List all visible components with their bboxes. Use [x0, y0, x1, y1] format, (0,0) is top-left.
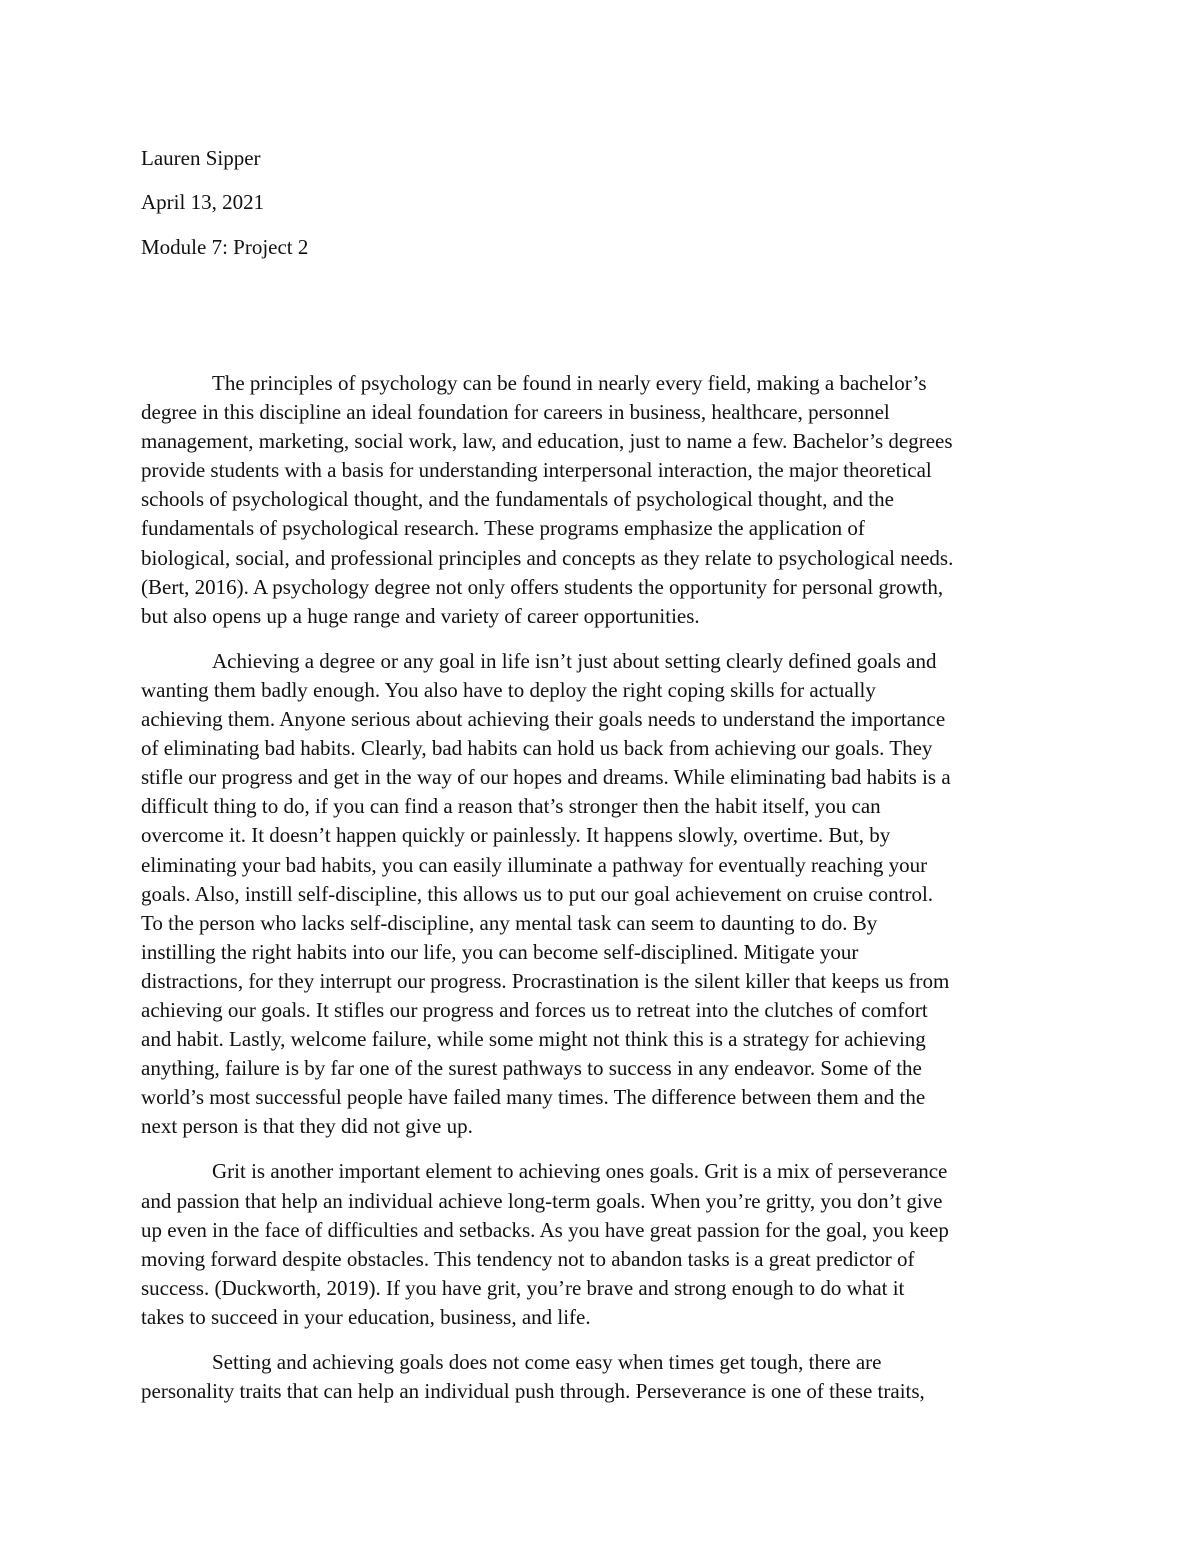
- paragraph-line: next person is that they did not give up.: [141, 1114, 473, 1139]
- author-name: Lauren Sipper: [141, 146, 261, 170]
- paragraph-line: personality traits that can help an individual push through. Perseverance is one of these traits,: [141, 1379, 925, 1404]
- paragraph: [141, 369, 1061, 631]
- paragraph-line: provide students with a basis for understanding interpersonal interaction, the major theoretical: [141, 458, 932, 483]
- paragraph-line: difficult thing to do, if you can find a reason that’s stronger then the habit itself, you can: [141, 794, 881, 819]
- paragraph-line: world’s most successful people have failed many times. The difference between them and the: [141, 1085, 926, 1110]
- paragraph-line: but also opens up a huge range and variety of career opportunities.: [141, 603, 700, 628]
- essay-body: [141, 369, 1061, 1422]
- paragraph-line: takes to succeed in your education, business, and life.: [141, 1304, 591, 1329]
- paragraph-line: management, marketing, social work, law, and education, just to name a few. Bachelor’s degrees: [141, 429, 953, 454]
- paragraph-line: To the person who lacks self-discipline, any mental task can seem to daunting to do. By: [141, 910, 878, 935]
- paragraph-line: degree in this discipline an ideal foundation for careers in business, healthcare, personnel: [141, 400, 890, 425]
- paragraph-line: fundamentals of psychological research. These programs emphasize the application of: [141, 516, 865, 541]
- assignment-title: Module 7: Project 2: [141, 235, 309, 259]
- paragraph-line: Grit is another important element to achieving ones goals. Grit is a mix of perseverance: [212, 1159, 948, 1184]
- paragraph-line: biological, social, and professional principles and concepts as they relate to psychological needs.: [141, 545, 954, 570]
- paragraph-line: (Bert, 2016). A psychology degree not only offers students the opportunity for personal growth,: [141, 574, 944, 599]
- paragraph-line: goals. Also, instill self-discipline, this allows us to put our goal achievement on cruise control.: [141, 881, 934, 906]
- paragraph-line: anything, failure is by far one of the surest pathways to success in any endeavor. Some of the: [141, 1056, 922, 1081]
- paragraph-line: Achieving a degree or any goal in life isn’t just about setting clearly defined goals and: [212, 648, 937, 673]
- paragraph-line: of eliminating bad habits. Clearly, bad habits can hold us back from achieving our goals. They: [141, 736, 933, 761]
- paragraph-line: overcome it. It doesn’t happen quickly or painlessly. It happens slowly, overtime. But, by: [141, 823, 891, 848]
- paragraph: [141, 1348, 1061, 1406]
- paragraph: [141, 1157, 1061, 1332]
- paragraph-line: and habit. Lastly, welcome failure, while some might not think this is a strategy for achieving: [141, 1027, 926, 1052]
- paragraph-line: The principles of psychology can be found in nearly every field, making a bachelor’s: [212, 371, 927, 395]
- paragraph: [141, 647, 1061, 1142]
- paragraph-line: schools of psychological thought, and the fundamentals of psychological thought, and the: [141, 487, 894, 512]
- paragraph-line: distractions, for they interrupt our progress. Procrastination is the silent killer that keeps us from: [141, 968, 950, 993]
- paragraph-line: achieving them. Anyone serious about achieving their goals needs to understand the importance: [141, 707, 946, 732]
- paragraph-line: stifle our progress and get in the way of our hopes and dreams. While eliminating bad habits is a: [141, 765, 951, 790]
- paragraph-line: up even in the face of difficulties and setbacks. As you have great passion for the goal, you keep: [141, 1217, 949, 1242]
- paragraph-line: and passion that help an individual achieve long-term goals. When you’re gritty, you don’t give: [141, 1188, 943, 1213]
- paragraph-line: Setting and achieving goals does not come easy when times get tough, there are: [212, 1350, 882, 1374]
- paragraph-line: moving forward despite obstacles. This tendency not to abandon tasks is a great predictor of: [141, 1246, 915, 1271]
- paragraph-line: eliminating your bad habits, you can easily illuminate a pathway for eventually reaching your: [141, 852, 928, 877]
- paragraph-line: success. (Duckworth, 2019). If you have grit, you’re brave and strong enough to do what it: [141, 1275, 905, 1300]
- paragraph-line: achieving our goals. It stifles our progress and forces us to retreat into the clutches of comfort: [141, 997, 928, 1022]
- date-line: April 13, 2021: [141, 190, 265, 214]
- paragraph-line: instilling the right habits into our life, you can become self-disciplined. Mitigate your: [141, 939, 859, 964]
- paragraph-line: wanting them badly enough. You also have to deploy the right coping skills for actually: [141, 677, 876, 702]
